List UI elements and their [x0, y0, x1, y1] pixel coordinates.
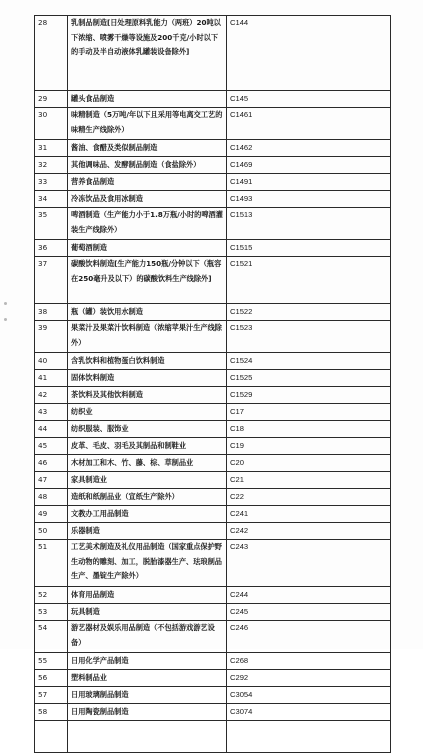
- industry-code: C17: [227, 404, 391, 421]
- industry-name: 体育用品制造: [68, 587, 227, 604]
- industry-code: C1461: [227, 108, 391, 140]
- table-row: [35, 174, 391, 191]
- industry-name: 碳酸饮料制造[生产能力150瓶/分钟以下（瓶容在250毫升及以下）的碳酸饮料生产线除外]: [68, 257, 227, 304]
- row-number: 58: [35, 704, 68, 721]
- table-row: [35, 387, 391, 404]
- scan-speck: [4, 302, 7, 305]
- row-number: 34: [35, 191, 68, 208]
- industry-code: C1523: [227, 321, 391, 353]
- industry-name: 玩具制造: [68, 604, 227, 621]
- row-number: 39: [35, 321, 68, 353]
- table-row: [35, 670, 391, 687]
- industry-name: 罐头食品制造: [68, 91, 227, 108]
- industry-code: C1521: [227, 257, 391, 304]
- industry-name: 游艺器材及娱乐用品制造（不包括游戏游艺设备）: [68, 621, 227, 653]
- row-number: 43: [35, 404, 68, 421]
- industry-name: 冷冻饮品及食用冰制造: [68, 191, 227, 208]
- industry-code: C3054: [227, 687, 391, 704]
- industry-name: 茶饮料及其他饮料制造: [68, 387, 227, 404]
- industry-name: 味精制造（5万吨/年以下且采用等电离交工艺的味精生产线除外）: [68, 108, 227, 140]
- industry-name: 木材加工和木、竹、藤、棕、草制品业: [68, 455, 227, 472]
- industry-code: C145: [227, 91, 391, 108]
- industry-name: 含乳饮料和植物蛋白饮料制造: [68, 353, 227, 370]
- table-row: [35, 687, 391, 704]
- row-number: 30: [35, 108, 68, 140]
- industry-code: C144: [227, 16, 391, 91]
- industry-name: 文教办工用品制造: [68, 506, 227, 523]
- industry-name: 葡萄酒制造: [68, 240, 227, 257]
- row-number: 45: [35, 438, 68, 455]
- row-number: 54: [35, 621, 68, 653]
- industry-code: C268: [227, 653, 391, 670]
- row-number: 47: [35, 472, 68, 489]
- table-row: [35, 523, 391, 540]
- industry-code: C1522: [227, 304, 391, 321]
- table-row: [35, 191, 391, 208]
- industry-code: C292: [227, 670, 391, 687]
- industry-code: C1469: [227, 157, 391, 174]
- table-row: [35, 604, 391, 621]
- table-row: [35, 140, 391, 157]
- row-number: 53: [35, 604, 68, 621]
- row-number: 32: [35, 157, 68, 174]
- table-row: [35, 257, 391, 304]
- industry-code: C244: [227, 587, 391, 604]
- row-number: 36: [35, 240, 68, 257]
- row-number: 41: [35, 370, 68, 387]
- row-number: 35: [35, 208, 68, 240]
- table-row: [35, 91, 391, 108]
- industry-code: C1529: [227, 387, 391, 404]
- row-number: [35, 721, 68, 753]
- row-number: 48: [35, 489, 68, 506]
- industry-code: C3074: [227, 704, 391, 721]
- industry-name: 其他调味品、发酵制品制造（食盐除外）: [68, 157, 227, 174]
- table-row: [35, 240, 391, 257]
- row-number: 38: [35, 304, 68, 321]
- industry-name: 日用玻璃制品制造: [68, 687, 227, 704]
- industry-name: 果菜汁及果菜汁饮料制造（浓缩苹果汁生产线除外）: [68, 321, 227, 353]
- industry-name: 营养食品制造: [68, 174, 227, 191]
- table-row: [35, 353, 391, 370]
- table-row: [35, 108, 391, 140]
- industry-code: C1524: [227, 353, 391, 370]
- row-number: 40: [35, 353, 68, 370]
- row-number: 29: [35, 91, 68, 108]
- row-number: 52: [35, 587, 68, 604]
- table-row: [35, 540, 391, 587]
- industry-name: 固体饮料制造: [68, 370, 227, 387]
- table-row: [35, 157, 391, 174]
- industry-name: 日用陶瓷制品制造: [68, 704, 227, 721]
- industry-code: C1515: [227, 240, 391, 257]
- industry-name: 纺织业: [68, 404, 227, 421]
- industry-code: C20: [227, 455, 391, 472]
- table-row: [35, 404, 391, 421]
- industry-code: C242: [227, 523, 391, 540]
- row-number: 51: [35, 540, 68, 587]
- industry-name: 造纸和纸制品业（宣纸生产除外）: [68, 489, 227, 506]
- row-number: 49: [35, 506, 68, 523]
- row-number: 31: [35, 140, 68, 157]
- table-row: [35, 489, 391, 506]
- table-row: [35, 472, 391, 489]
- industry-code: C1493: [227, 191, 391, 208]
- row-number: 56: [35, 670, 68, 687]
- industry-name: 日用化学产品制造: [68, 653, 227, 670]
- industry-name: 瓶（罐）装饮用水制造: [68, 304, 227, 321]
- row-number: 42: [35, 387, 68, 404]
- row-number: 57: [35, 687, 68, 704]
- table-row: [35, 16, 391, 91]
- table-row: [35, 587, 391, 604]
- industry-name: 乳制品制造[日处理原料乳能力（两班）20吨以下浓缩、喷雾干燥等设施及200千克/小时以下的手动及半自动液体乳罐装设备除外]: [68, 16, 227, 91]
- industry-code: C245: [227, 604, 391, 621]
- table-row: [35, 421, 391, 438]
- industry-code: C1513: [227, 208, 391, 240]
- row-number: 55: [35, 653, 68, 670]
- industry-code: C1462: [227, 140, 391, 157]
- scan-speck: [4, 318, 7, 321]
- industry-name: 皮革、毛皮、羽毛及其制品和制鞋业: [68, 438, 227, 455]
- industry-code: C21: [227, 472, 391, 489]
- table-row: [35, 506, 391, 523]
- industry-code: C243: [227, 540, 391, 587]
- table-body: [35, 16, 391, 753]
- industry-name: 乐器制造: [68, 523, 227, 540]
- row-number: 44: [35, 421, 68, 438]
- industry-name: 工艺美术制造及礼仪用品制造（国家重点保护野生动物的雕刻、加工，脱胎漆器生产、珐琅制品生产、墨锭生产除外）: [68, 540, 227, 587]
- industry-code: [227, 721, 391, 753]
- table-row: [35, 704, 391, 721]
- table-row: [35, 721, 391, 753]
- industry-name: [68, 721, 227, 753]
- industry-code: C22: [227, 489, 391, 506]
- industry-code: C241: [227, 506, 391, 523]
- industry-name: 家具制造业: [68, 472, 227, 489]
- industry-name: 纺织服装、服饰业: [68, 421, 227, 438]
- table-row: [35, 438, 391, 455]
- industry-code: C246: [227, 621, 391, 653]
- row-number: 50: [35, 523, 68, 540]
- industry-code: C19: [227, 438, 391, 455]
- table-row: [35, 455, 391, 472]
- table-row: [35, 304, 391, 321]
- industry-code: C1525: [227, 370, 391, 387]
- table-row: [35, 208, 391, 240]
- table-row: [35, 653, 391, 670]
- industry-name: 塑料制品业: [68, 670, 227, 687]
- table-row: [35, 370, 391, 387]
- industry-code: C1491: [227, 174, 391, 191]
- row-number: 37: [35, 257, 68, 304]
- table-row: [35, 621, 391, 653]
- industry-name: 酱油、食醋及类似制品制造: [68, 140, 227, 157]
- table-row: [35, 321, 391, 353]
- row-number: 33: [35, 174, 68, 191]
- row-number: 46: [35, 455, 68, 472]
- industry-code: C18: [227, 421, 391, 438]
- industry-name: 啤酒制造（生产能力小于1.8万瓶/小时的啤酒灌装生产线除外）: [68, 208, 227, 240]
- row-number: 28: [35, 16, 68, 91]
- industry-list-table: [34, 15, 391, 753]
